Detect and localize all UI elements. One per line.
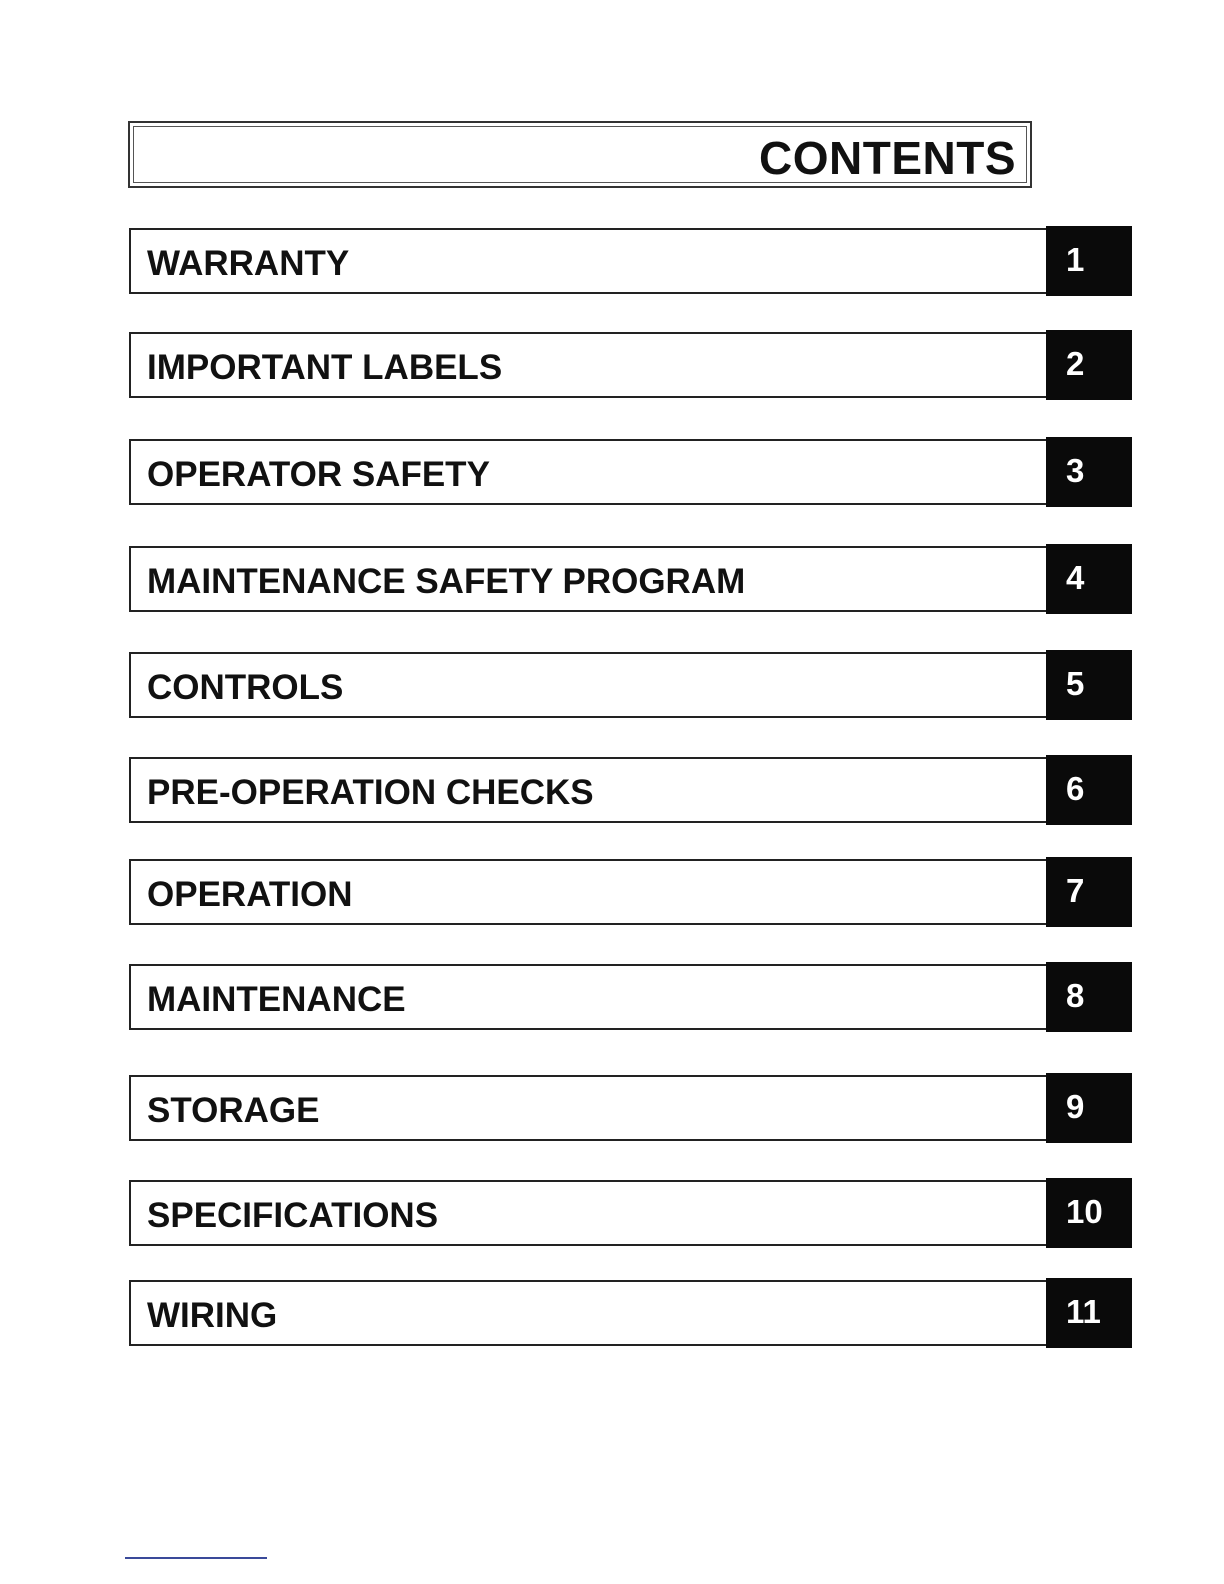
toc-entry-frame bbox=[129, 439, 1049, 505]
chapter-tab[interactable] bbox=[1046, 650, 1132, 720]
toc-entry-label[interactable]: OPERATOR SAFETY bbox=[147, 455, 490, 494]
toc-entry-frame bbox=[129, 964, 1049, 1030]
chapter-number: 9 bbox=[1066, 1088, 1085, 1125]
toc-entry-label[interactable]: MAINTENANCE SAFETY PROGRAM bbox=[147, 562, 746, 601]
toc-entry-frame bbox=[129, 757, 1049, 823]
chapter-number: 10 bbox=[1066, 1193, 1103, 1230]
chapter-tab[interactable] bbox=[1046, 437, 1132, 507]
toc-entry-label[interactable]: OPERATION bbox=[147, 875, 353, 914]
chapter-number: 3 bbox=[1066, 452, 1085, 489]
chapter-tab[interactable] bbox=[1046, 330, 1132, 400]
toc-entry-maintenance[interactable] bbox=[129, 962, 1132, 1032]
toc-entry-frame bbox=[129, 1075, 1049, 1141]
chapter-tab[interactable] bbox=[1046, 755, 1132, 825]
chapter-tab[interactable] bbox=[1046, 1278, 1132, 1348]
toc-entry-label[interactable]: WIRING bbox=[147, 1296, 278, 1335]
chapter-number: 8 bbox=[1066, 977, 1085, 1014]
toc-entry-controls[interactable] bbox=[129, 650, 1132, 720]
toc-entry-frame bbox=[129, 652, 1049, 718]
chapter-number: 7 bbox=[1066, 872, 1085, 909]
chapter-tab[interactable] bbox=[1046, 226, 1132, 296]
toc-entry-label[interactable]: CONTROLS bbox=[147, 668, 344, 707]
toc-entry-specifications[interactable] bbox=[129, 1178, 1132, 1248]
toc-entry-pre-operation-checks[interactable] bbox=[129, 755, 1132, 825]
toc-entry-warranty[interactable] bbox=[129, 226, 1132, 296]
toc-entry-storage[interactable] bbox=[129, 1073, 1132, 1143]
chapter-number: 6 bbox=[1066, 770, 1085, 807]
toc-entry-label[interactable]: WARRANTY bbox=[147, 244, 350, 283]
page-title: CONTENTS bbox=[759, 132, 1016, 184]
toc-entry-wiring[interactable] bbox=[129, 1278, 1132, 1348]
toc-entry-label[interactable]: SPECIFICATIONS bbox=[147, 1196, 439, 1235]
chapter-number: 5 bbox=[1066, 665, 1085, 702]
toc-entry-frame bbox=[129, 1180, 1049, 1246]
chapter-number: 11 bbox=[1066, 1293, 1101, 1330]
toc-entry-frame bbox=[129, 1280, 1049, 1346]
toc-entry-label[interactable]: MAINTENANCE bbox=[147, 980, 406, 1019]
chapter-number: 2 bbox=[1066, 345, 1085, 382]
chapter-tab[interactable] bbox=[1046, 1178, 1132, 1248]
toc-entry-label[interactable]: STORAGE bbox=[147, 1091, 320, 1130]
chapter-number: 4 bbox=[1066, 559, 1085, 596]
toc-entry-frame bbox=[129, 859, 1049, 925]
chapter-number: 1 bbox=[1066, 241, 1085, 278]
toc-entry-frame bbox=[129, 228, 1049, 294]
toc-entry-important-labels[interactable] bbox=[129, 330, 1132, 400]
footer-rule bbox=[125, 1557, 267, 1559]
toc-entry-label[interactable]: IMPORTANT LABELS bbox=[147, 348, 503, 387]
toc-entry-operation[interactable] bbox=[129, 857, 1132, 927]
toc-entry-operator-safety[interactable] bbox=[129, 437, 1132, 507]
toc-entry-maintenance-safety-program[interactable] bbox=[129, 544, 1132, 614]
chapter-tab[interactable] bbox=[1046, 544, 1132, 614]
chapter-tab[interactable] bbox=[1046, 1073, 1132, 1143]
toc-entry-label[interactable]: PRE-OPERATION CHECKS bbox=[147, 773, 594, 812]
chapter-tab[interactable] bbox=[1046, 962, 1132, 1032]
contents-title-box bbox=[128, 121, 1032, 188]
toc-entry-frame bbox=[129, 546, 1049, 612]
chapter-tab[interactable] bbox=[1046, 857, 1132, 927]
toc-entry-frame bbox=[129, 332, 1049, 398]
